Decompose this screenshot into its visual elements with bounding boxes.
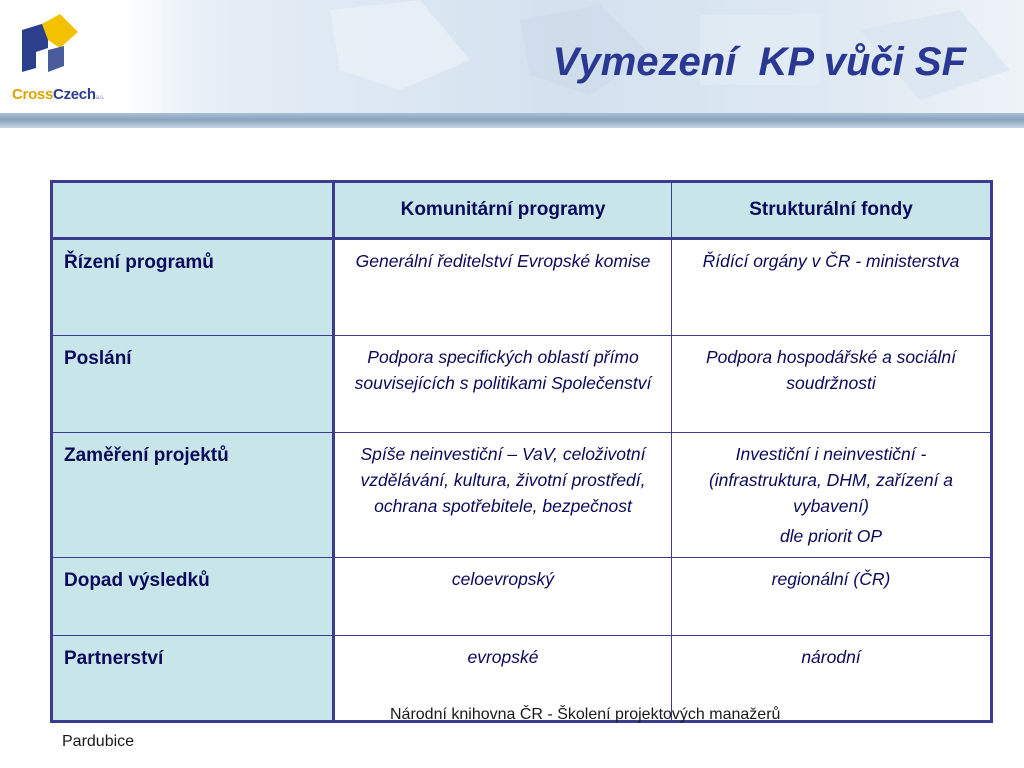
table-row — [52, 336, 992, 433]
row-label: Partnerství — [52, 636, 334, 722]
cell-kp: evropské — [334, 636, 672, 722]
cell-kp: celoevropský — [334, 558, 672, 636]
slide-title: Vymezení KP vůči SF — [552, 40, 966, 84]
slide-header — [0, 0, 1024, 128]
table-row — [52, 433, 992, 558]
column-header-kp: Komunitární programy — [334, 182, 672, 239]
row-label: Dopad výsledků — [52, 558, 334, 636]
cell-sf: Podpora hospodářské a sociální soudržnosti — [672, 336, 992, 433]
cell-sf: národní — [672, 636, 992, 722]
column-header-sf: Strukturální fondy — [672, 182, 992, 239]
cell-kp: Generální ředitelství Evropské komise — [334, 239, 672, 336]
header-bar — [0, 113, 1024, 128]
footer-location: Pardubice — [62, 733, 135, 750]
row-label: Zaměření projektů — [52, 433, 334, 558]
row-label: Řízení programů — [52, 239, 334, 336]
cell-sf — [672, 433, 992, 558]
footer-center-text: Národní knihovna ČR - Školení projektových manažerů — [390, 706, 781, 723]
logo-mark-icon — [12, 10, 82, 82]
crossczech-logo — [0, 0, 130, 113]
table-header-row — [52, 182, 992, 239]
table-corner-cell — [52, 182, 334, 239]
logo-text: CrossCzecha.s. — [12, 86, 105, 103]
comparison-table-wrap — [50, 180, 990, 723]
cell-sf: regionální (ČR) — [672, 558, 992, 636]
cell-kp: Podpora specifických oblastí přímo souvisejících s politikami Společenství — [334, 336, 672, 433]
comparison-table — [50, 180, 993, 723]
cell-sf: Řídící orgány v ČR - ministerstva — [672, 239, 992, 336]
table-row — [52, 239, 992, 336]
table-row — [52, 558, 992, 636]
row-label: Poslání — [52, 336, 334, 433]
cell-sf-extra: dle priorit OP — [779, 526, 883, 546]
cell-kp: Spíše neinvestiční – VaV, celoživotní vzdělávání, kultura, životní prostředí, ochrana spotřebitele, bezpečnost — [334, 433, 672, 558]
cell-sf-text: Investiční i neinvestiční - (infrastruktura, DHM, zařízení a vybavení) — [708, 444, 954, 516]
